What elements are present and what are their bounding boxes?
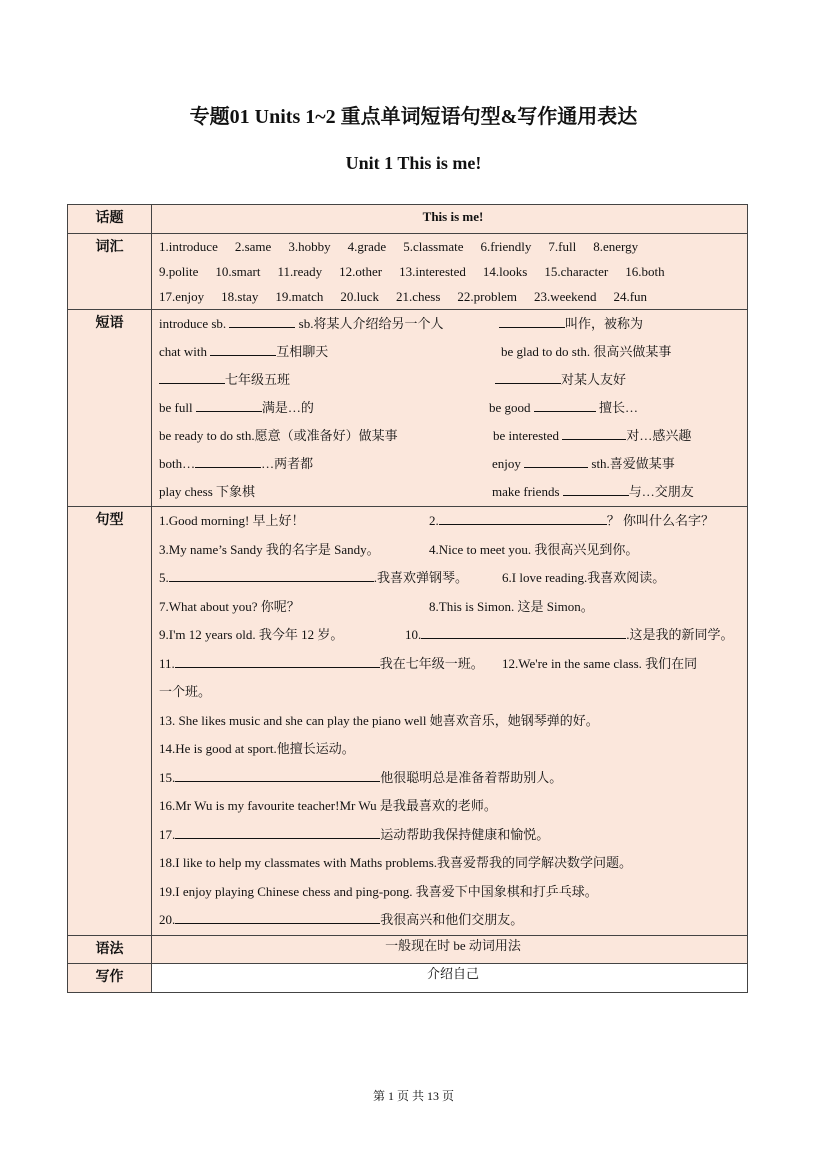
phrase-line	[159, 310, 747, 338]
answer-blank[interactable]	[495, 369, 561, 384]
summary-table	[67, 204, 748, 993]
vocab-word: 6.friendly	[480, 239, 532, 254]
topic-label: 话题	[68, 205, 152, 234]
vocab-word: 5.classmate	[403, 239, 464, 254]
answer-blank[interactable]	[563, 481, 629, 496]
vocab-word: 3.hobby	[288, 239, 331, 254]
phrase-right: 叫作，被称为	[499, 310, 643, 338]
phrases-row	[68, 310, 748, 507]
vocab-word: 10.smart	[215, 264, 261, 279]
vocab-word: 7.full	[548, 239, 577, 254]
phrase-left: be ready to do sth.愿意（或准备好）做某事	[159, 428, 398, 443]
answer-blank[interactable]	[175, 909, 380, 924]
sentence-line	[159, 536, 747, 565]
phrase-right: be interested 对…感兴趣	[493, 422, 691, 450]
sentence: 12.We're in the same class. 我们在同	[502, 655, 698, 671]
sentence: 11. 我在七年级一班。	[159, 650, 484, 679]
answer-blank[interactable]	[421, 624, 626, 639]
vocab-word: 11.ready	[277, 264, 323, 279]
sentence: 4.Nice to meet you. 我很高兴见到你。	[429, 541, 639, 557]
sentence-line: 17. 运动帮助我保持健康和愉悦。	[159, 821, 747, 850]
grammar-cell	[152, 935, 748, 963]
grammar-row	[68, 935, 748, 963]
vocab-word: 8.energy	[593, 239, 639, 254]
sentence-line: 18.I like to help my classmates with Maths problems.我喜爱帮我的同学解决数学问题。	[159, 855, 633, 870]
vocab-label: 词汇	[68, 234, 152, 310]
sentence-line: 16.Mr Wu is my favourite teacher!Mr Wu 是我最喜欢的老师。	[159, 798, 497, 813]
sentence: 6.I love reading.我喜欢阅读。	[502, 570, 666, 585]
vocab-word: 16.both	[625, 264, 665, 279]
vocab-word: 17.enjoy	[159, 289, 205, 304]
vocab-word: 22.problem	[457, 289, 517, 304]
phrase-left: introduce sb. sb.将某人介绍给另一个人	[159, 310, 443, 338]
phrase-line	[159, 338, 747, 366]
phrase-left: be full 满是…的	[159, 394, 314, 422]
sentence-line: 13. She likes music and she can play the piano well 她喜欢音乐，她钢琴弹的好。	[159, 712, 599, 728]
phrase-line	[159, 450, 747, 478]
page-footer: 第 1 页 共 13 页	[372, 1089, 454, 1103]
phrase-left: 七年级五班	[159, 366, 290, 394]
answer-blank[interactable]	[229, 313, 295, 328]
answer-blank[interactable]	[562, 425, 626, 440]
vocab-word: 1.introduce	[159, 239, 218, 254]
answer-blank[interactable]	[195, 453, 261, 468]
writing-cell	[152, 963, 748, 992]
sentence-line: 一个班。	[159, 684, 212, 699]
answer-blank[interactable]	[159, 369, 225, 384]
grammar-value: 一般现在时 be 动词用法	[385, 937, 521, 953]
vocab-line	[159, 259, 747, 284]
phrase-right: be good 擅长…	[489, 394, 638, 422]
phrase-right: make friends 与…交朋友	[492, 478, 694, 506]
sentence-line	[159, 564, 747, 593]
vocab-word: 12.other	[339, 264, 383, 279]
answer-blank[interactable]	[524, 453, 588, 468]
grammar-label: 语法	[68, 935, 152, 963]
sentence: 1.Good morning! 早上好！	[159, 513, 305, 528]
phrase-left: play chess 下象棋	[159, 484, 256, 499]
sentence-line	[159, 507, 747, 536]
sentences-label: 句型	[68, 507, 152, 936]
answer-blank[interactable]	[175, 824, 380, 839]
vocab-word: 24.fun	[613, 289, 648, 304]
writing-label: 写作	[68, 963, 152, 992]
sentences-cell	[152, 507, 748, 936]
answer-blank[interactable]	[175, 653, 380, 668]
sentence: 5. .我喜欢弹钢琴。	[159, 564, 468, 593]
phrase-line	[159, 366, 747, 394]
sentence-line: 14.He is good at sport.他擅长运动。	[159, 741, 355, 756]
vocab-word: 2.same	[234, 239, 272, 254]
topic-row	[68, 205, 748, 234]
sentence: 7.What about you? 你呢？	[159, 598, 300, 614]
sentence: 2. ？ 你叫什么名字？	[429, 507, 714, 536]
vocab-word: 21.chess	[396, 289, 441, 304]
sentence: 9.I'm 12 years old. 我今年 12 岁。	[159, 627, 344, 642]
vocab-word: 20.luck	[340, 289, 379, 304]
unit-subtitle: Unit 1 This is me!	[345, 153, 482, 173]
sentence-line	[159, 621, 747, 650]
vocab-word: 4.grade	[347, 239, 387, 254]
phrase-left: chat with 互相聊天	[159, 338, 328, 366]
sentence: 10. .这是我的新同学。	[405, 621, 734, 650]
vocab-word: 18.stay	[221, 289, 259, 304]
vocab-line	[159, 234, 747, 259]
vocab-line	[159, 284, 747, 309]
answer-blank[interactable]	[439, 510, 607, 525]
phrase-line	[159, 394, 747, 422]
phrase-line	[159, 478, 747, 506]
vocab-word: 9.polite	[159, 264, 199, 279]
sentence-line	[159, 650, 747, 679]
page-title: 专题01 Units 1~2 重点单词短语句型&写作通用表达	[189, 106, 638, 128]
topic-value: This is me!	[422, 209, 484, 224]
sentence: 3.My name’s Sandy 我的名字是 Sandy。	[159, 541, 380, 557]
answer-blank[interactable]	[210, 341, 276, 356]
sentence-line: 15. 他很聪明总是准备着帮助别人。	[159, 764, 747, 793]
phrase-right: enjoy sth.喜爱做某事	[492, 450, 675, 478]
vocab-word: 19.match	[275, 289, 324, 304]
phrases-label: 短语	[68, 310, 152, 507]
answer-blank[interactable]	[534, 397, 596, 412]
answer-blank[interactable]	[499, 313, 565, 328]
sentence-line: 20. 我很高兴和他们交朋友。	[159, 906, 747, 935]
phrase-left: both… …两者都	[159, 450, 313, 478]
sentence: 8.This is Simon. 这是 Simon。	[429, 598, 594, 614]
answer-blank[interactable]	[169, 567, 374, 582]
answer-blank[interactable]	[175, 767, 380, 782]
sentence-line	[159, 593, 747, 622]
sentence-line: 19.I enjoy playing Chinese chess and ping-pong. 我喜爱下中国象棋和打乒乓球。	[159, 883, 598, 899]
phrase-right: 对某人友好	[495, 366, 626, 394]
phrase-right: be glad to do sth. 很高兴做某事	[501, 344, 672, 359]
vocab-word: 23.weekend	[534, 289, 597, 304]
phrases-cell	[152, 310, 748, 507]
writing-value: 介绍自己	[426, 965, 479, 981]
sentences-row	[68, 507, 748, 936]
vocab-word: 14.looks	[482, 264, 528, 279]
topic-cell	[152, 205, 748, 234]
vocab-word: 13.interested	[399, 264, 466, 279]
writing-row	[68, 963, 748, 992]
answer-blank[interactable]	[196, 397, 262, 412]
vocab-row	[68, 234, 748, 310]
vocab-cell	[152, 234, 748, 310]
phrase-line	[159, 422, 747, 450]
vocab-word: 15.character	[544, 264, 609, 279]
